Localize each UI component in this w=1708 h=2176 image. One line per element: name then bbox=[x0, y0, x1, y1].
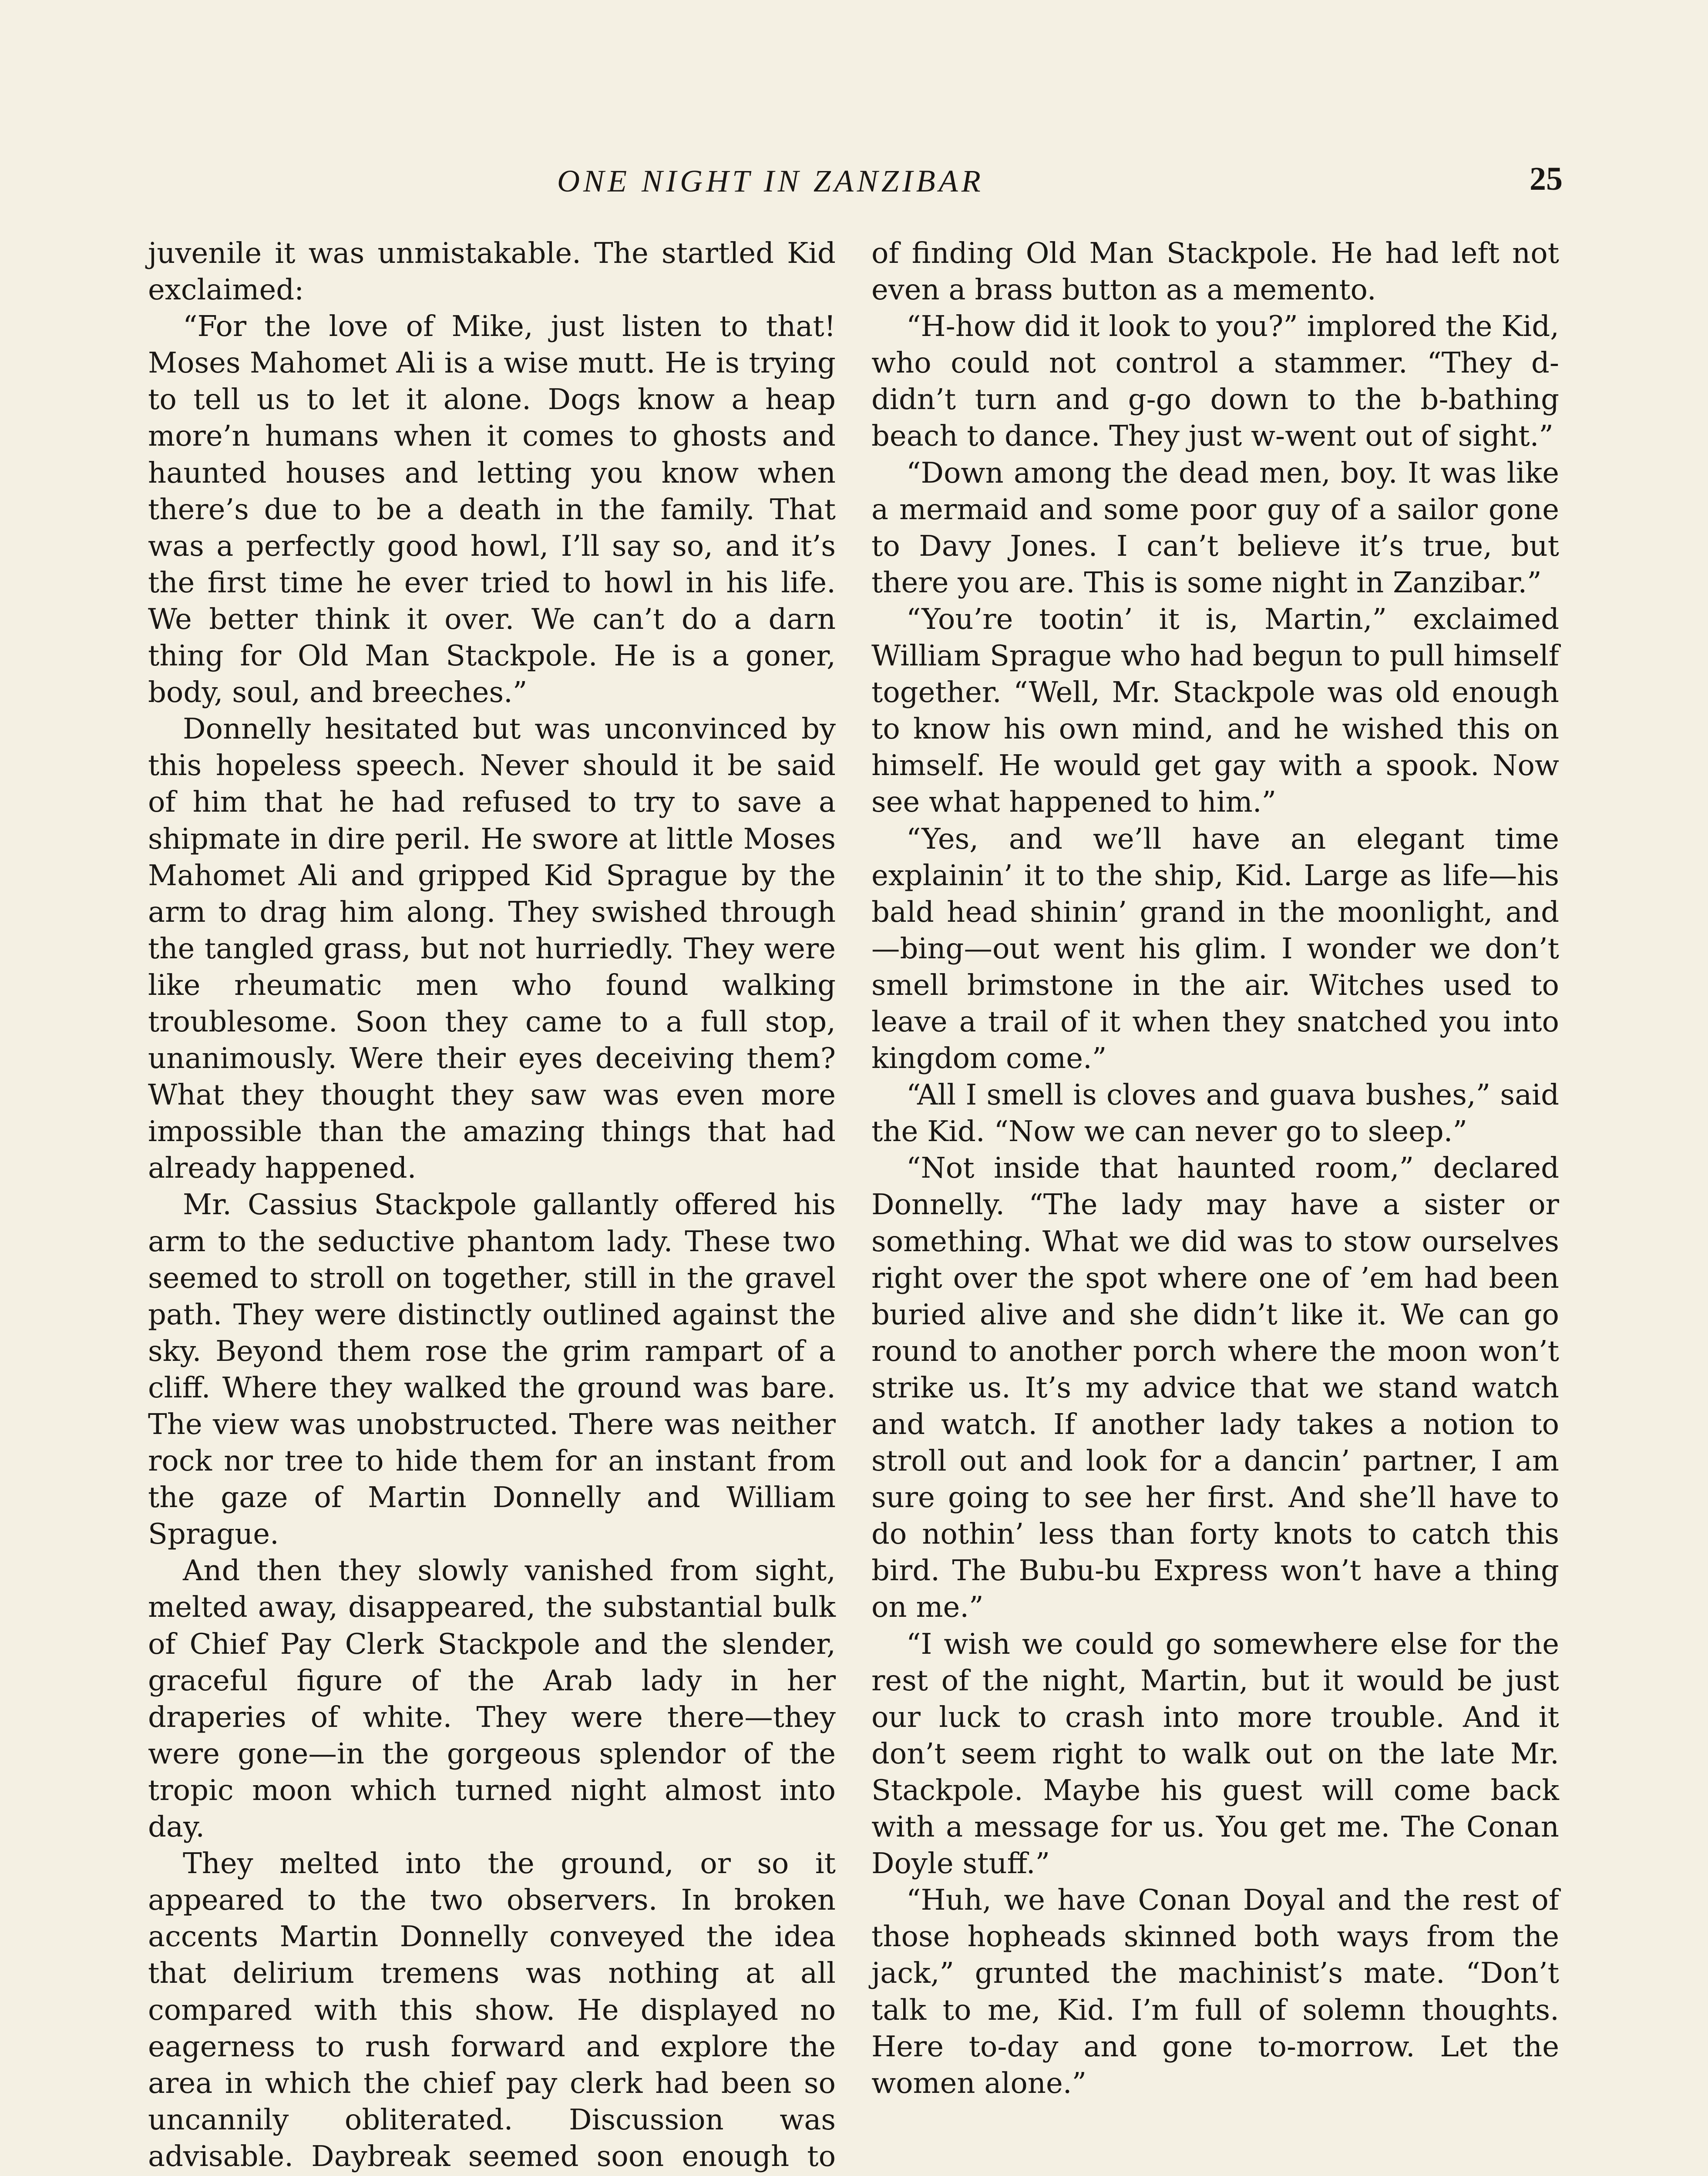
paragraph: “Down among the dead men, boy. It was like a mermaid and some poor guy of a sailor gone to Davy Jones. I can’t believe it’s true, but there you are. This is some night in Zanzibar.” bbox=[871, 456, 1559, 599]
page-number: 25 bbox=[1530, 161, 1563, 197]
paragraph: And then they slowly vanished from sight, melted away, disappeared, the substantial bulk of Chief Pay Clerk Stackpole and the slender, graceful figure of the Arab lady in her draperies of white. They were there—they were gone—in the gorgeous splendor of the tropic moon which turned night almost into day. bbox=[148, 1554, 836, 1844]
paragraph: “I wish we could go somewhere else for the rest of the night, Martin, but it would be just our luck to crash into more trouble. And it don’t seem right to walk out on the late Mr. Stackpole. Maybe his guest will come back with a message for us. You get me. The Conan Doyle stuff.” bbox=[871, 1627, 1559, 1880]
paragraph: “Not inside that haunted room,” declared Donnelly. “The lady may have a sister or something. What we did was to stow ourselves right over the spot where one of ’em had been buried alive and she didn’t like it. We can go round to another porch where the moon won’t strike us. It’s my advice that we stand watch and watch. If another lady takes a notion to stroll out and look for a dancin’ partner, I am sure going to see her first. And she’ll have to do nothin’ less than forty knots to catch this bird. The Bubu-bu Express won’t have a thing on me.” bbox=[871, 1152, 1559, 1624]
paragraph: Donnelly hesitated but was unconvinced by this hopeless speech. Never should it be said of him that he had refused to try to save a shipmate in dire peril. He swore at little Moses Mahomet Ali and gripped Kid Sprague by the arm to drag him along. They swished through the tangled grass, but not hurriedly. They were like rheumatic men who found walking troublesome. Soon they came to a full stop, unanimously. Were their eyes deceiving them? What they thought they saw was even more impossible than the amazing things that had already happened. bbox=[148, 712, 836, 1185]
paragraph: “H-how did it look to you?” implored the Kid, who could not control a stammer. “They d-didn’t turn and g-go down to the b-bathing beach to dance. They just w-went out of sight.” bbox=[871, 310, 1559, 453]
paragraph: juvenile it was unmistakable. The startled Kid exclaimed: bbox=[148, 237, 836, 307]
paragraph: Mr. Cassius Stackpole gallantly offered his arm to the seductive phantom lady. These two seemed to stroll on together, still in the gravel path. They were distinctly outlined against the sky. Beyond them rose the grim rampart of a cliff. Where they walked the ground was bare. The view was unobstructed. There was neither rock nor tree to hide them for an instant from the gaze of Martin Donnelly and William Sprague. bbox=[148, 1188, 836, 1551]
right-column bbox=[871, 235, 1559, 2176]
paragraph: of finding Old Man Stackpole. He had left not even a brass button as a memento. bbox=[871, 237, 1559, 307]
paragraph: “For the love of Mike, just listen to that! Moses Mahomet Ali is a wise mutt. He is trying to tell us to let it alone. Dogs know a heap more’n humans when it comes to ghosts and haunted houses and letting you know when there’s due to be a death in the family. That was a perfectly good howl, I’ll say so, and it’s the first time he ever tried to howl in his life. We better think it over. We can’t do a darn thing for Old Man Stackpole. He is a goner, body, soul, and breeches.” bbox=[148, 310, 836, 709]
paragraph: “Huh, we have Conan Doyal and the rest of those hopheads skinned both ways from the jack,” grunted the machinist’s mate. “Don’t talk to me, Kid. I’m full of solemn thoughts. Here to-day and gone to-morrow. Let the women alone.” bbox=[871, 1884, 1559, 2100]
paragraph: “Yes, and we’ll have an elegant time explainin’ it to the ship, Kid. Large as life—his bald head shinin’ grand in the moonlight, and—bing—out went his glim. I wonder we don’t smell brimstone in the air. Witches used to leave a trail of it when they snatched you into kingdom come.” bbox=[871, 822, 1559, 1075]
paragraph: “All I smell is cloves and guava bushes,” said the Kid. “Now we can never go to sleep.” bbox=[871, 1078, 1559, 1148]
left-column bbox=[148, 235, 836, 2176]
paragraph: “You’re tootin’ it is, Martin,” exclaimed William Sprague who had begun to pull himself together. “Well, Mr. Stackpole was old enough to know his own mind, and he wished this on himself. He would get gay with a spook. Now see what happened to him.” bbox=[871, 602, 1559, 819]
running-title: ONE NIGHT IN ZANZIBAR bbox=[557, 164, 984, 198]
paragraph: They melted into the ground, or so it appeared to the two observers. In broken accents Martin Donnelly conveyed the idea that delirium tremens was nothing at all compared with this show. He displayed no eagerness to rush forward and explore the area in which the chief pay clerk had been so uncannily obliterated. Discussion was advisable. Daybreak seemed soon enough to bbox=[148, 1847, 836, 2173]
